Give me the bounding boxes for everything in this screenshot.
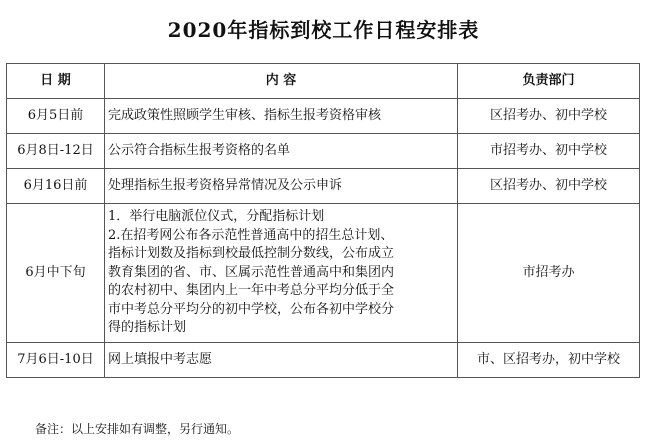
table-row: [7, 204, 640, 343]
footnote: 备注：以上安排如有调整，另行通知。: [35, 422, 240, 436]
row-content: [105, 204, 458, 343]
page-title: 2020年指标到校工作日程安排表: [167, 18, 480, 42]
row-date: 7月6日-10日: [7, 343, 105, 378]
row-content: 处理指标生报考资格异常情况及公示申诉: [105, 169, 458, 204]
row-dept: 市、区招考办，初中学校: [458, 343, 640, 378]
content-line: 得的指标计划: [108, 320, 187, 336]
row-content: 公示符合指标生报考资格的名单: [105, 134, 458, 169]
row-content: 完成政策性照顾学生审核、指标生报考资格审核: [105, 99, 458, 134]
table-row: [7, 169, 640, 204]
row-dept: 市招考办、初中学校: [458, 134, 640, 169]
content-line: 指标计划数及指标到校最低控制分数线，公布成立: [108, 246, 395, 262]
header-content: 内 容: [105, 64, 458, 99]
content-line: 市中考总分平均分的初中学校，公布各初中学校分: [108, 301, 395, 317]
row-dept: 区招考办、初中学校: [458, 99, 640, 134]
content-line: 1．举行电脑派位仪式，分配指标计划: [108, 209, 325, 225]
row-date: 6月中下旬: [7, 204, 105, 343]
table-row: [7, 343, 640, 378]
table-row: [7, 134, 640, 169]
table-header-row: [7, 64, 640, 99]
content-line: 2.在招考网公布各示范性普通高中的招生总计划、: [108, 227, 394, 243]
row-date: 6月8日-12日: [7, 134, 105, 169]
schedule-table: [6, 63, 640, 378]
row-dept: 区招考办、初中学校: [458, 169, 640, 204]
content-line: 教育集团的省、市、区属示范性普通高中和集团内: [108, 264, 395, 280]
row-content: 网上填报中考志愿: [105, 343, 458, 378]
header-date: 日 期: [7, 64, 105, 99]
header-dept: 负责部门: [458, 64, 640, 99]
content-line: 的农村初中、集团内上一年中考总分平均分低于全: [108, 283, 395, 299]
row-dept: 市招考办: [458, 204, 640, 343]
row-date: 6月5日前: [7, 99, 105, 134]
row-date: 6月16日前: [7, 169, 105, 204]
table-row: [7, 99, 640, 134]
